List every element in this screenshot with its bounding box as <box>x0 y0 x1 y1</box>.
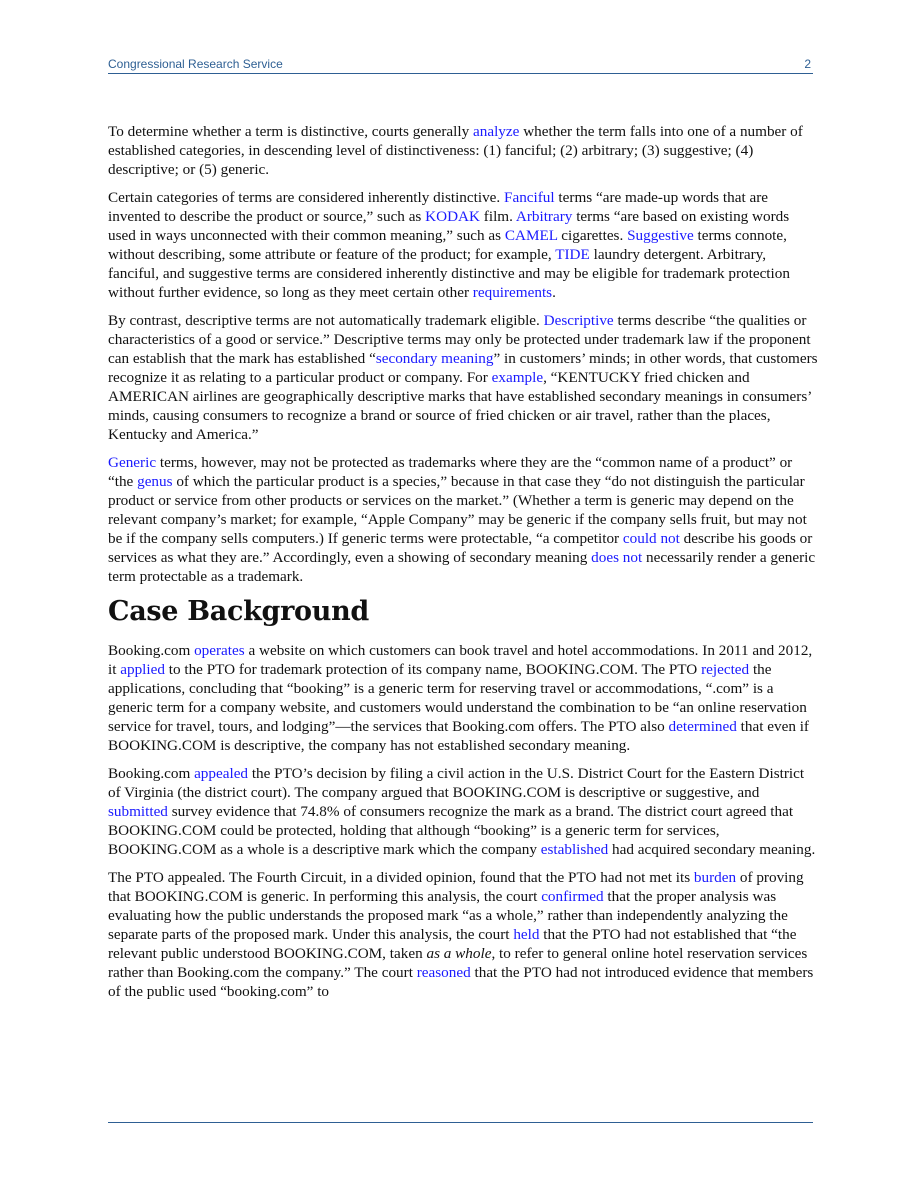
text: a website on which customers can book travel and hotel accommodations. In 2011 and 2012, it <box>108 642 813 678</box>
text: that the PTO had not established that “the relevant public understood BOOKING.COM, taken <box>108 926 797 962</box>
text: terms “are based on existing words used in ways unconnected with their common meaning,” such as <box>108 208 790 244</box>
text: of proving that BOOKING.COM is generic. In performing this analysis, the court <box>108 869 804 905</box>
text: . <box>552 284 556 301</box>
text: the applications, concluding that “booking” is a generic term for reserving travel or accommodations, “.com” is a generic term for a company website, and customers would understand the combination to be “an online reservation service for travel, tours, and lodging”—the services that Booking.com offers. The PTO also <box>108 661 807 735</box>
paragraph-fourth-circuit <box>108 868 818 1001</box>
text: terms connote, without describing, some attribute or feature of the product; for example, <box>108 227 787 263</box>
link-tide[interactable]: TIDE <box>555 246 590 263</box>
text: , “KENTUCKY fried chicken and AMERICAN airlines are geographically descriptive marks that have established secondary meanings in consumers’ minds, causing consumers to recognize a brand or source of fried chicken or air travel, rather than the places, Kentucky and America.” <box>108 369 812 443</box>
link-descriptive[interactable]: Descriptive <box>543 312 614 329</box>
link-confirmed[interactable]: confirmed <box>541 888 604 905</box>
link-example[interactable]: example <box>491 369 544 386</box>
text: that the proper analysis was evaluating how the public understands the proposed mark “as a whole,” rather than independently analyzing the separate parts of the proposed mark. Under this analysis, the court <box>108 888 788 943</box>
link-requirements[interactable]: requirements <box>472 284 553 301</box>
link-operates[interactable]: operates <box>194 642 245 659</box>
section-heading: Case Background <box>108 596 369 627</box>
text: film. <box>480 208 516 225</box>
paragraph-generic <box>108 453 818 586</box>
text: laundry detergent. Arbitrary, fanciful, and suggestive terms are considered inherently distinctive and may be eligible for trademark protection without further evidence, so long as they meet certain other <box>108 246 790 301</box>
text: that even if BOOKING.COM is descriptive, the company has not established secondary meaning. <box>108 718 809 754</box>
header-source: Congressional Research Service <box>108 57 283 71</box>
link-generic[interactable]: Generic <box>108 454 157 471</box>
page-header <box>108 56 813 74</box>
link-suggestive[interactable]: Suggestive <box>627 227 694 244</box>
text: The PTO appealed. The Fourth Circuit, in a divided opinion, found that the PTO had not met its <box>108 869 694 886</box>
link-could-not[interactable]: could not <box>622 530 680 547</box>
link-arbitrary[interactable]: Arbitrary <box>515 208 573 225</box>
link-does-not[interactable]: does not <box>591 549 643 566</box>
text: Booking.com <box>108 765 195 782</box>
paragraph-inherently-distinctive <box>108 188 818 302</box>
text: , to refer to general online hotel reservation services rather than Booking.com the company.” The court <box>108 945 808 981</box>
link-established[interactable]: established <box>540 841 609 858</box>
link-secondary-meaning[interactable]: secondary meaning <box>375 350 494 367</box>
text: cigarettes. <box>557 227 628 244</box>
text: Certain categories of terms are considered inherently distinctive. <box>108 189 504 206</box>
emphasis-as-a-whole: as a whole <box>426 945 492 962</box>
link-reasoned[interactable]: reasoned <box>416 964 471 981</box>
text: survey evidence that 74.8% of consumers recognize the mark as a brand. The district court agreed that BOOKING.COM could be protected, holding that although “booking” is a generic term for services, BOOKING.COM as a whole is a descriptive mark which the company <box>108 803 794 858</box>
text: the PTO’s decision by filing a civil action in the U.S. District Court for the Eastern District of Virginia (the district court). The company argued that BOOKING.COM is descriptive or suggestive, and <box>108 765 805 801</box>
text: To determine whether a term is distinctive, courts generally <box>108 123 474 140</box>
text: Booking.com <box>108 642 195 659</box>
link-analyze[interactable]: analyze <box>473 123 520 140</box>
text: whether the term falls into one of a number of established categories, in descending level of distinctiveness: (1) fanciful; (2) arbitrary; (3) suggestive; (4) descriptive; or (5) generic. <box>108 123 803 178</box>
text: necessarily render a generic term protectable as a trademark. <box>108 549 816 585</box>
link-rejected[interactable]: rejected <box>701 661 750 678</box>
link-fanciful[interactable]: Fanciful <box>504 189 555 206</box>
link-appealed[interactable]: appealed <box>194 765 249 782</box>
link-determined[interactable]: determined <box>668 718 737 735</box>
link-applied[interactable]: applied <box>120 661 165 678</box>
paragraph-descriptive <box>108 311 818 444</box>
paragraph-district-court <box>108 764 818 859</box>
link-camel[interactable]: CAMEL <box>504 227 558 244</box>
paragraph-booking-applications <box>108 641 818 755</box>
document-body <box>108 122 818 1010</box>
link-held[interactable]: held <box>513 926 540 943</box>
text: ” in customers’ minds; in other words, that customers recognize it as relating to a particular product or company. For <box>108 350 818 386</box>
text: of which the particular product is a species,” because in that case they “do not distinguish the particular product or service from other products or services on the market.” (Whether a term is generic may depend on the relevant company’s market; for example, “Apple Company” may be generic if the company sells fruit, but may not be if the company sells computers.) If generic terms were protectable, “a competitor <box>108 473 807 547</box>
link-submitted[interactable]: submitted <box>108 803 168 820</box>
text: that the PTO had not introduced evidence that members of the public used “booking.com” to <box>108 964 814 1000</box>
link-burden[interactable]: burden <box>693 869 737 886</box>
text: terms, however, may not be protected as trademarks where they are the “common name of a product” or “the <box>108 454 793 490</box>
page-number: 2 <box>804 57 811 71</box>
text: describe his goods or services as what they are.” Accordingly, even a showing of secondary meaning <box>108 530 813 566</box>
text: By contrast, descriptive terms are not automatically trademark eligible. <box>108 312 544 329</box>
footer-rule <box>108 1122 813 1123</box>
paragraph-categories <box>108 122 818 179</box>
text: terms describe “the qualities or characteristics of a good or service.” Descriptive terms may only be protected under trademark law if the proponent can establish that the mark has established “ <box>108 312 811 367</box>
text: had acquired secondary meaning. <box>608 841 816 858</box>
link-kodak[interactable]: KODAK <box>425 208 480 225</box>
text: terms “are made-up words that are invented to describe the product or source,” such as <box>108 189 768 225</box>
text: to the PTO for trademark protection of its company name, BOOKING.COM. The PTO <box>164 661 702 678</box>
link-genus[interactable]: genus <box>137 473 173 490</box>
